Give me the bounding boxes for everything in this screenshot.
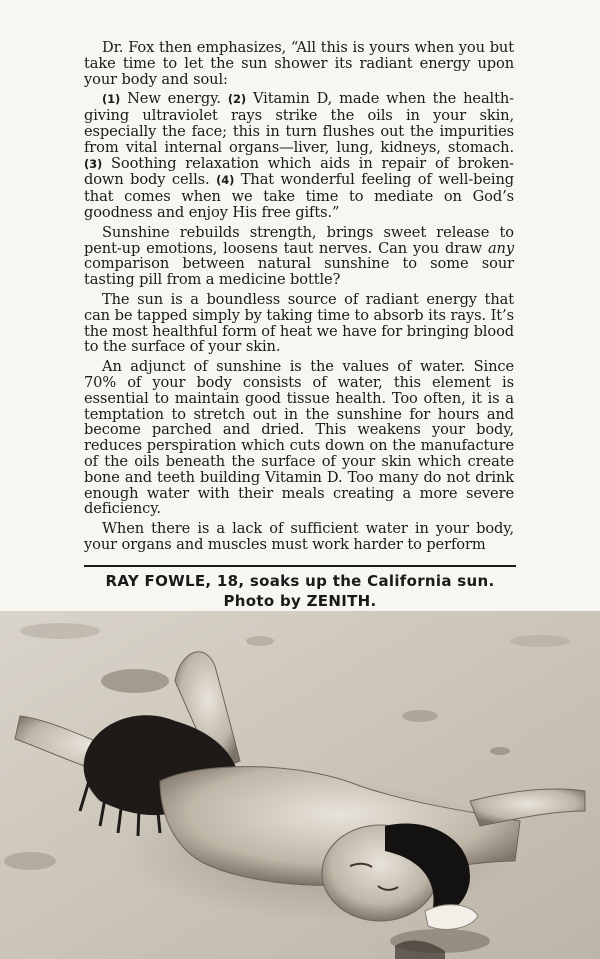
list-number-3: (3) <box>84 156 103 171</box>
photo-caption <box>84 571 516 611</box>
caption-divider <box>84 565 516 567</box>
list-text-3: Soothing relaxation which aids in repair of broken-down body cells. <box>84 154 514 189</box>
list-number-1: (1) <box>102 92 121 107</box>
caption-line-1: RAY FOWLE, 18, soaks up the California sun. <box>105 572 495 590</box>
paragraph-5: An adjunct of sunshine is the values of water. Since 70% of your body consists of water, this element is essential to maintain good tissue health. Too often, it is a temptation to stretch out in the sunshine for hours and become parched and dried. This weakens your body, reduces perspiration which cuts down on the manufacture of the oils beneath the surface of your skin which create bone and teeth building Vitamin D. Too many do not drink enough water with their meals creating a more severe deficiency. <box>84 358 514 518</box>
paragraph-3-start: Sunshine rebuilds strength, brings sweet release to pent-up emotions, loosens taut nerves. Can you draw <box>84 223 514 257</box>
paragraph-6: When there is a lack of sufficient water in your body, your organs and muscles must work harder to perform <box>84 520 514 553</box>
list-text-2: Vitamin D, made when the health-giving ultraviolet rays strike the oils in your skin, especially the face; this in turn flushes out the impurities from vital internal organs—liver, lung, kidneys, stomach. <box>84 90 515 156</box>
beach-photo <box>0 611 600 959</box>
beach-photo-illustration <box>0 611 600 959</box>
paragraph-3 <box>84 225 514 288</box>
list-text-4: That wonderful feeling of well-being that comes when we take time to mediate on God’s goodness and enjoy His free gifts.” <box>84 171 514 221</box>
paragraph-4: The sun is a boundless source of radiant energy that can be tapped simply by taking time to absorb its rays. It’s the most healthful form of heat we have for bringing blood to the surface of your skin. <box>84 290 514 356</box>
list-number-4: (4) <box>216 173 235 188</box>
list-text-1: New energy. <box>120 90 228 108</box>
paragraph-2 <box>84 91 514 220</box>
emphasis-any: any <box>487 239 514 257</box>
caption-line-2: Photo by ZENITH. <box>223 592 377 610</box>
article-body <box>84 40 514 557</box>
paragraph-3-end: comparison between natural sunshine to some sour tasting pill from a medicine bottle? <box>84 255 514 289</box>
paragraph-1: Dr. Fox then emphasizes, “All this is yours when you but take time to let the sun shower its radiant energy upon your body and soul: <box>84 39 514 88</box>
list-number-2: (2) <box>227 92 247 107</box>
